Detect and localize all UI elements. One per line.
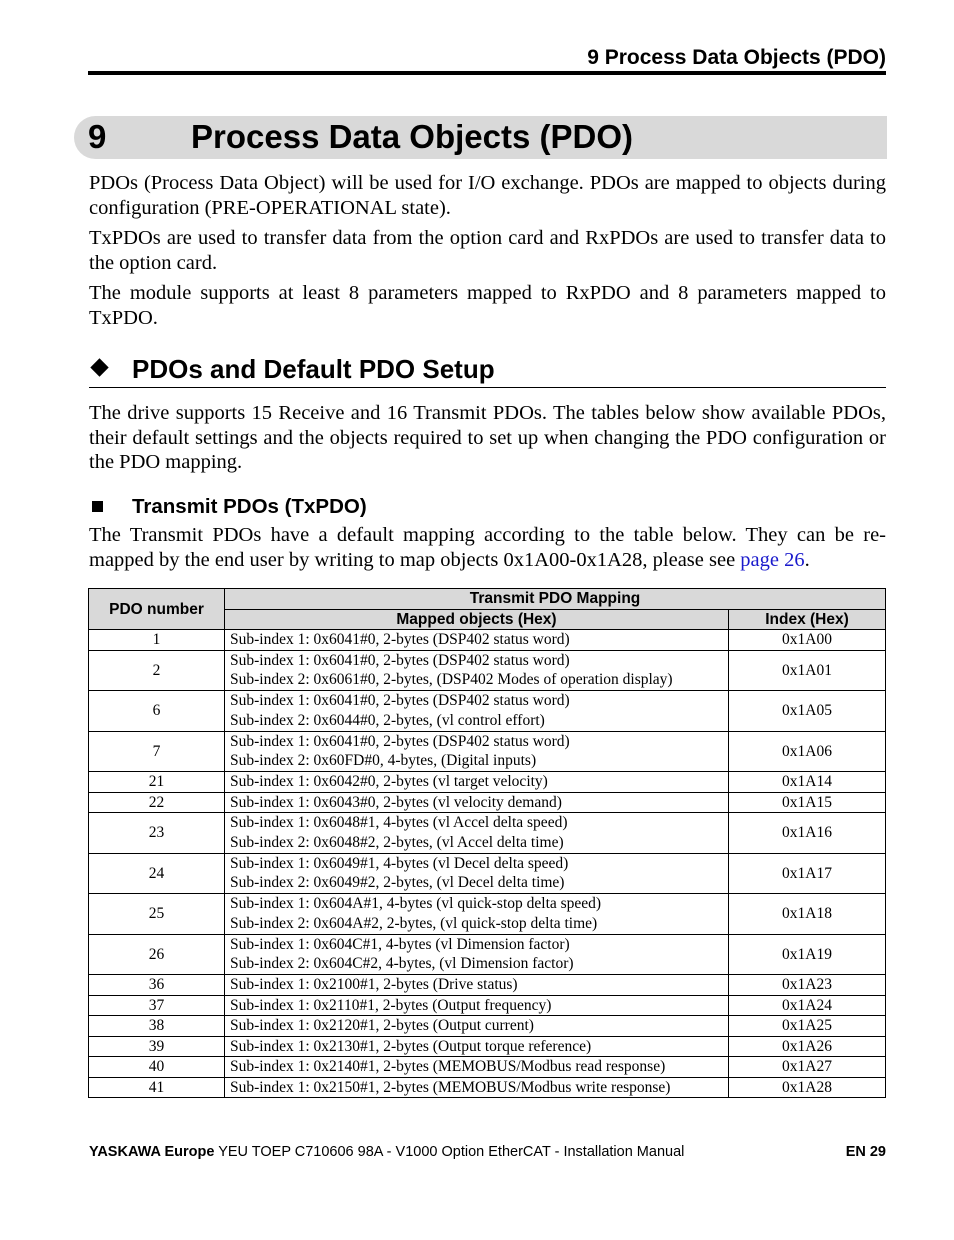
pdo-number-cell: 6: [89, 691, 225, 732]
pdo-number-cell: 23: [89, 813, 225, 854]
mapped-objects-cell: [225, 1016, 729, 1037]
mapped-object-line: Sub-index 1: 0x6041#0, 2-bytes (DSP402 status word): [230, 692, 570, 710]
subsection-paragraph: [89, 523, 886, 572]
mapped-object-line: Sub-index 2: 0x6049#2, 2-bytes, (vl Decel delta time): [230, 874, 565, 892]
mapped-objects-cell: [225, 650, 729, 691]
index-cell: 0x1A25: [729, 1016, 886, 1037]
table-row: [89, 792, 886, 813]
table-row: [89, 650, 886, 691]
header-rule: [88, 71, 886, 75]
subsection-heading: [89, 494, 886, 520]
index-cell: 0x1A17: [729, 853, 886, 894]
mapped-object-line: Sub-index 2: 0x6044#0, 2-bytes, (vl control effort): [230, 711, 545, 729]
mapped-object-line: Sub-index 1: 0x6041#0, 2-bytes (DSP402 status word): [230, 631, 570, 648]
index-cell: 0x1A16: [729, 813, 886, 854]
mapped-object-line: Sub-index 1: 0x2150#1, 2-bytes (MEMOBUS/Modbus write response): [230, 1078, 671, 1096]
index-cell: 0x1A18: [729, 894, 886, 935]
intro-paragraph-2: TxPDOs are used to transfer data from the option card and RxPDOs are used to transfer data to the option card.: [89, 227, 886, 274]
pdo-number-cell: 24: [89, 853, 225, 894]
mapped-object-line: Sub-index 1: 0x2130#1, 2-bytes (Output torque reference): [230, 1037, 592, 1055]
subsection-title: Transmit PDOs (TxPDO): [132, 495, 367, 518]
mapped-object-line: Sub-index 2: 0x604C#2, 4-bytes, (vl Dimension factor): [230, 955, 574, 973]
transmit-pdo-table: [88, 588, 886, 1098]
subsection-text: The Transmit PDOs have a default mapping according to the table below. They can be re-mapped by the end user by writing to map objects 0x1A00-0x1A28, please see: [89, 524, 886, 571]
chapter-title: Process Data Objects (PDO): [191, 118, 633, 155]
index-cell: 0x1A26: [729, 1036, 886, 1057]
subsection-text-end: .: [804, 548, 810, 571]
mapped-objects-cell: [225, 995, 729, 1016]
table-row: [89, 995, 886, 1016]
index-cell: 0x1A01: [729, 650, 886, 691]
mapped-object-line: Sub-index 1: 0x6043#0, 2-bytes (vl velocity demand): [230, 793, 562, 811]
pdo-number-cell: 1: [89, 630, 225, 651]
footer-document-info: [89, 1142, 684, 1162]
mapped-object-line: Sub-index 1: 0x2120#1, 2-bytes (Output current): [230, 1017, 534, 1034]
table-row: [89, 1016, 886, 1037]
header-transmit-pdo-mapping: Transmit PDO Mapping: [225, 589, 886, 610]
index-cell: 0x1A24: [729, 995, 886, 1016]
pdo-number-cell: 36: [89, 975, 225, 996]
section-rule: [89, 387, 886, 388]
pdo-number-cell: 21: [89, 772, 225, 793]
index-cell: 0x1A05: [729, 691, 886, 732]
page-link[interactable]: page 26: [740, 548, 805, 571]
table-row: [89, 975, 886, 996]
mapped-objects-cell: [225, 1036, 729, 1057]
chapter-number: 9: [88, 118, 107, 155]
section-title: PDOs and Default PDO Setup: [132, 354, 495, 384]
mapped-objects-cell: [225, 1077, 729, 1098]
mapped-objects-cell: [225, 731, 729, 772]
table-row: [89, 894, 886, 935]
mapped-object-line: Sub-index 1: 0x604C#1, 4-bytes (vl Dimension factor): [230, 935, 570, 953]
index-cell: 0x1A00: [729, 630, 886, 651]
pdo-number-cell: 39: [89, 1036, 225, 1057]
square-bullet-icon: [92, 501, 103, 512]
mapped-object-line: Sub-index 2: 0x6061#0, 2-bytes, (DSP402 Modes of operation display): [230, 671, 673, 689]
mapped-objects-cell: [225, 792, 729, 813]
pdo-number-cell: 38: [89, 1016, 225, 1037]
table-row: [89, 772, 886, 793]
mapped-objects-cell: [225, 853, 729, 894]
index-cell: 0x1A19: [729, 934, 886, 975]
index-cell: 0x1A15: [729, 792, 886, 813]
mapped-objects-cell: [225, 813, 729, 854]
table-row: [89, 934, 886, 975]
section-heading: [89, 352, 886, 388]
mapped-object-line: Sub-index 2: 0x60FD#0, 4-bytes, (Digital inputs): [230, 752, 537, 770]
index-cell: 0x1A14: [729, 772, 886, 793]
footer-brand: YASKAWA Europe: [89, 1144, 215, 1160]
mapped-objects-cell: [225, 691, 729, 732]
mapped-objects-cell: [225, 772, 729, 793]
header-pdo-number: PDO number: [89, 589, 225, 630]
running-header: 9 Process Data Objects (PDO): [587, 46, 886, 69]
table-row: [89, 813, 886, 854]
mapped-object-line: Sub-index 2: 0x6048#2, 2-bytes, (vl Accel delta time): [230, 833, 564, 851]
diamond-bullet-icon: [90, 358, 108, 376]
pdo-number-cell: 26: [89, 934, 225, 975]
header-index: Index (Hex): [729, 609, 886, 630]
table-row: [89, 630, 886, 651]
mapped-object-line: Sub-index 1: 0x6041#0, 2-bytes (DSP402 status word): [230, 732, 570, 750]
mapped-object-line: Sub-index 1: 0x6041#0, 2-bytes (DSP402 status word): [230, 651, 570, 669]
intro-paragraph-1: PDOs (Process Data Object) will be used for I/O exchange. PDOs are mapped to objects during configuration (PRE-OPERATIONAL state).: [89, 172, 886, 219]
mapped-object-line: Sub-index 1: 0x2110#1, 2-bytes (Output frequency): [230, 996, 552, 1014]
pdo-number-cell: 25: [89, 894, 225, 935]
pdo-number-cell: 40: [89, 1057, 225, 1078]
table-body: [89, 630, 886, 1098]
mapped-object-line: Sub-index 2: 0x604A#2, 2-bytes, (vl quick-stop delta time): [230, 914, 598, 932]
mapped-objects-cell: [225, 975, 729, 996]
pdo-number-cell: 41: [89, 1077, 225, 1098]
chapter-heading: [74, 116, 887, 159]
mapped-object-line: Sub-index 1: 0x6048#1, 4-bytes (vl Accel delta speed): [230, 814, 568, 832]
section-paragraph: The drive supports 15 Receive and 16 Transmit PDOs. The tables below show available PDOs, their default settings and the objects required to set up when changing the PDO configuration or the PDO mapping.: [89, 402, 886, 473]
table-row: [89, 853, 886, 894]
mapped-object-line: Sub-index 1: 0x2100#1, 2-bytes (Drive status): [230, 976, 518, 993]
footer-doc-title: YEU TOEP C710606 98A - V1000 Option EtherCAT - Installation Manual: [214, 1144, 685, 1160]
index-cell: 0x1A28: [729, 1077, 886, 1098]
pdo-number-cell: 22: [89, 792, 225, 813]
mapped-object-line: Sub-index 1: 0x6049#1, 4-bytes (vl Decel delta speed): [230, 854, 569, 872]
mapped-objects-cell: [225, 934, 729, 975]
pdo-number-cell: 37: [89, 995, 225, 1016]
table-row: [89, 1036, 886, 1057]
mapped-object-line: Sub-index 1: 0x2140#1, 2-bytes (MEMOBUS/Modbus read response): [230, 1058, 666, 1075]
index-cell: 0x1A23: [729, 975, 886, 996]
mapped-objects-cell: [225, 1057, 729, 1078]
mapped-object-line: Sub-index 1: 0x6042#0, 2-bytes (vl target velocity): [230, 773, 548, 790]
index-cell: 0x1A27: [729, 1057, 886, 1078]
pdo-number-cell: 2: [89, 650, 225, 691]
footer-page-number: EN 29: [845, 1144, 886, 1160]
mapped-objects-cell: [225, 630, 729, 651]
table-row: [89, 691, 886, 732]
table-row: [89, 1057, 886, 1078]
mapped-objects-cell: [225, 894, 729, 935]
table-row: [89, 731, 886, 772]
pdo-number-cell: 7: [89, 731, 225, 772]
mapped-object-line: Sub-index 1: 0x604A#1, 4-bytes (vl quick-stop delta speed): [230, 895, 602, 913]
intro-paragraph-3: The module supports at least 8 parameters mapped to RxPDO and 8 parameters mapped to TxPDO.: [89, 282, 886, 329]
table-row: [89, 1077, 886, 1098]
header-mapped-objects: Mapped objects (Hex): [225, 609, 729, 630]
index-cell: 0x1A06: [729, 731, 886, 772]
